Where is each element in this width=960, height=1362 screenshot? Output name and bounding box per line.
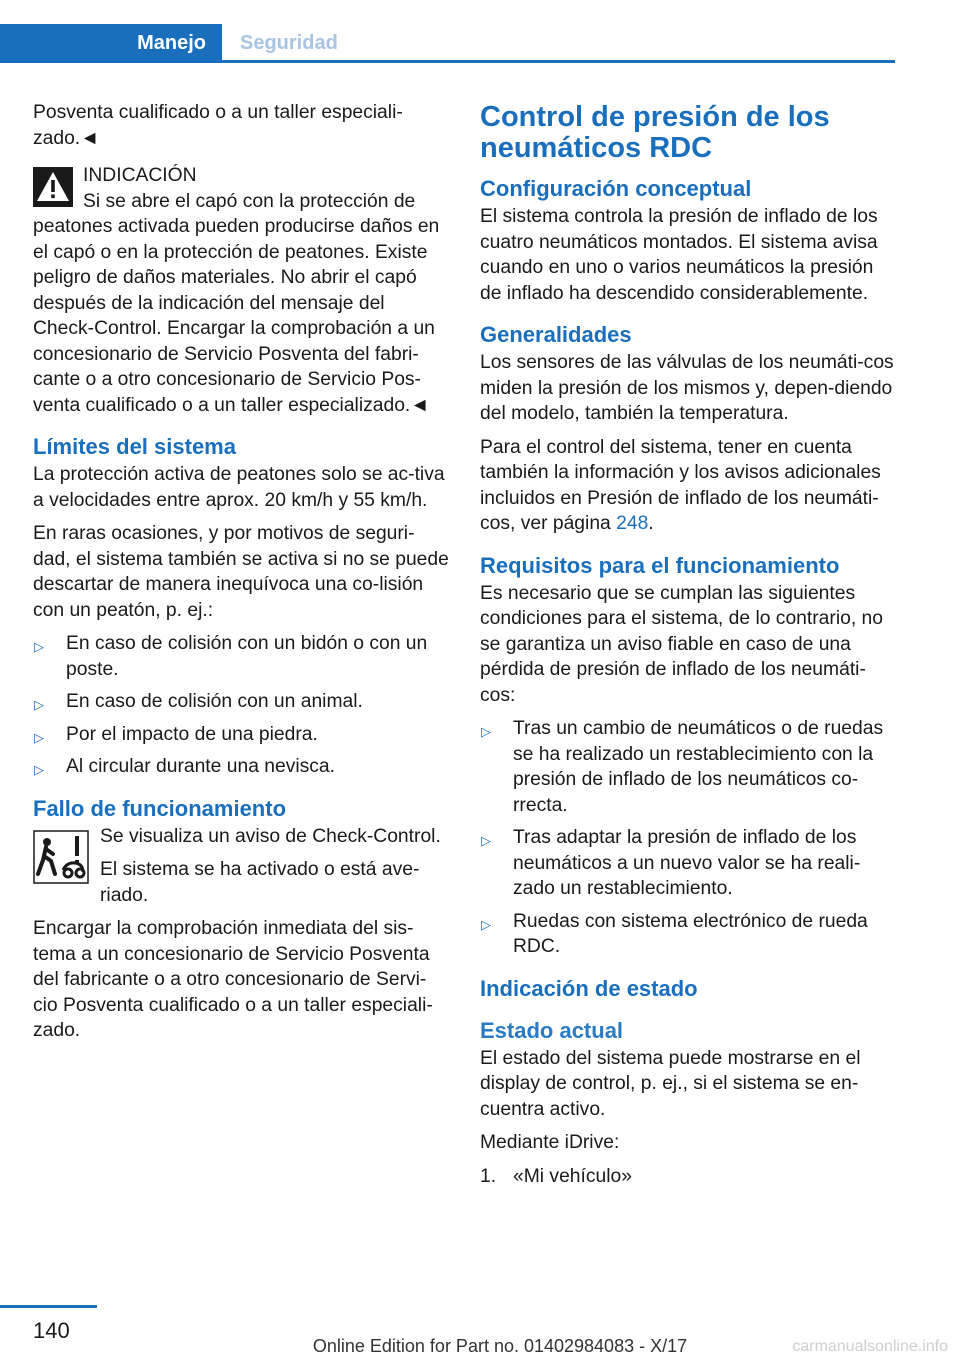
- warning-triangle-icon: [33, 167, 73, 207]
- paragraph-continued: Posventa cualificado o a un taller especiali-zado.◄: [33, 102, 403, 149]
- watermark: carmanualsonline.info: [792, 1338, 948, 1355]
- chapter-tabs: [0, 0, 895, 64]
- list-item: ▷ Tras adaptar la presión de inflado de los neumáticos a un nuevo valor se ha reali-zado un restablecimiento.: [481, 827, 861, 899]
- requirements-paragraph: Es necesario que se cumplan las siguientes condiciones para el sistema, de lo contrario, no se garantiza un aviso fiable en caso de una pérdida de presión de inflado de los neumáti-cos:: [480, 582, 883, 706]
- concept-heading: Configuración conceptual: [480, 176, 752, 201]
- current-paragraph-1: El estado del sistema puede mostrarse en el display de control, p. ej., si el sistema se en-cuentra activo.: [480, 1047, 861, 1120]
- limits-paragraph-1: La protección activa de peatones solo se ac-tiva a velocidades entre aprox. 20 km/h y 55 km/h.: [33, 464, 445, 511]
- bullet-triangle-icon: ▷: [481, 833, 491, 848]
- current-paragraph-2: Mediante iDrive:: [480, 1132, 620, 1153]
- tab-manejo[interactable]: Manejo: [0, 24, 222, 62]
- warning-text: Si se abre el capó con la protección de peatones activada pueden producirse daños en el capó o en la protección de peatones. Existe peligro de daños materiales. No abrir el capó después de la indicación del mensaje del Check-Control. Encargar la comprobación a un concesionario de Servicio Posventa del fabri-cante o a otro concesionario de Servicio Pos-venta cualificado o a un taller especializado.◄: [33, 190, 440, 416]
- list-item: ▷ Por el impacto de una piedra.: [33, 722, 449, 748]
- limits-heading: Límites del sistema: [33, 434, 236, 459]
- general-heading: Generalidades: [480, 322, 632, 347]
- right-column: [480, 100, 896, 1196]
- tab-underline: [0, 60, 895, 63]
- bullet-triangle-icon: ▷: [481, 724, 491, 739]
- section-title: Control de presión de los neumáticos RDC: [480, 101, 830, 164]
- pedestrian-warning-icon: [33, 830, 89, 884]
- list-item: ▷ En caso de colisión con un bidón o con un poste.: [34, 633, 428, 680]
- warning-title: INDICACIÓN: [83, 165, 197, 186]
- limits-paragraph-2: En raras ocasiones, y por motivos de seguri-dad, el sistema también se activa si no se puede descartar de manera inequívoca una co-lisión con un peatón, p. ej.:: [33, 523, 449, 621]
- concept-paragraph: El sistema controla la presión de inflado de los cuatro neumáticos montados. El sistema avisa cuando en uno o varios neumáticos la presión de inflado ha descendido considerablemente.: [480, 206, 878, 304]
- bullet-triangle-icon: ▷: [481, 916, 491, 932]
- warning-block: [33, 163, 449, 418]
- fault-paragraph-2: El sistema se ha activado o está ave-riado.: [100, 859, 420, 906]
- list-item: ▷ Tras un cambio de neumáticos o de ruedas se ha realizado un restablecimiento con la presión de inflado de los neumáticos co-rrecta.: [481, 718, 884, 816]
- bullet-triangle-icon: ▷: [34, 697, 44, 712]
- bullet-triangle-icon: ▷: [34, 762, 44, 777]
- tab-seguridad[interactable]: Seguridad: [240, 31, 338, 54]
- bullet-triangle-icon: ▷: [34, 639, 44, 654]
- list-item: 1. «Mi vehículo»: [480, 1165, 632, 1187]
- bullet-triangle-icon: ▷: [34, 729, 44, 745]
- list-item: ▷ Al circular durante una nevisca.: [33, 754, 449, 780]
- list-item: ▷ Ruedas con sistema electrónico de rueda RDC.: [481, 910, 868, 957]
- current-status-heading: Estado actual: [480, 1017, 624, 1043]
- list-item: ▷ En caso de colisión con un animal.: [33, 689, 449, 715]
- steps-list: [480, 1164, 896, 1190]
- fault-heading: Fallo de funcionamiento: [33, 795, 287, 821]
- limits-list: [33, 631, 449, 780]
- edition-footer: Online Edition for Part no. 01402984083 - X/17: [312, 1336, 688, 1356]
- page-number: 140: [33, 1318, 70, 1343]
- page-number-rule: [0, 1305, 97, 1308]
- requirements-list: [480, 716, 896, 960]
- fault-notice: [33, 824, 449, 909]
- general-paragraph-2: Para el control del sistema, tener en cuenta también la información y los avisos adicionales incluidos en Presión de inflado de los neumáti-cos, ver página 248.: [480, 436, 881, 534]
- left-column: [33, 100, 449, 1052]
- page-link-248[interactable]: 248: [616, 513, 649, 534]
- requirements-heading: Requisitos para el funcionamiento: [480, 552, 840, 578]
- fault-paragraph-1: Se visualiza un aviso de Check-Control.: [100, 825, 441, 847]
- status-heading: Indicación de estado: [480, 975, 698, 1001]
- fault-paragraph-3: Encargar la comprobación inmediata del sis-tema a un concesionario de Servicio Posventa del fabricante o a otro concesionario de Servi-cio Posventa cualificado o a un taller especiali-zado.: [33, 918, 433, 1041]
- general-paragraph-1: Los sensores de las válvulas de los neumáti-cos miden la presión de los mismos y, depen-diendo del modelo, también la temperatura.: [480, 352, 894, 424]
